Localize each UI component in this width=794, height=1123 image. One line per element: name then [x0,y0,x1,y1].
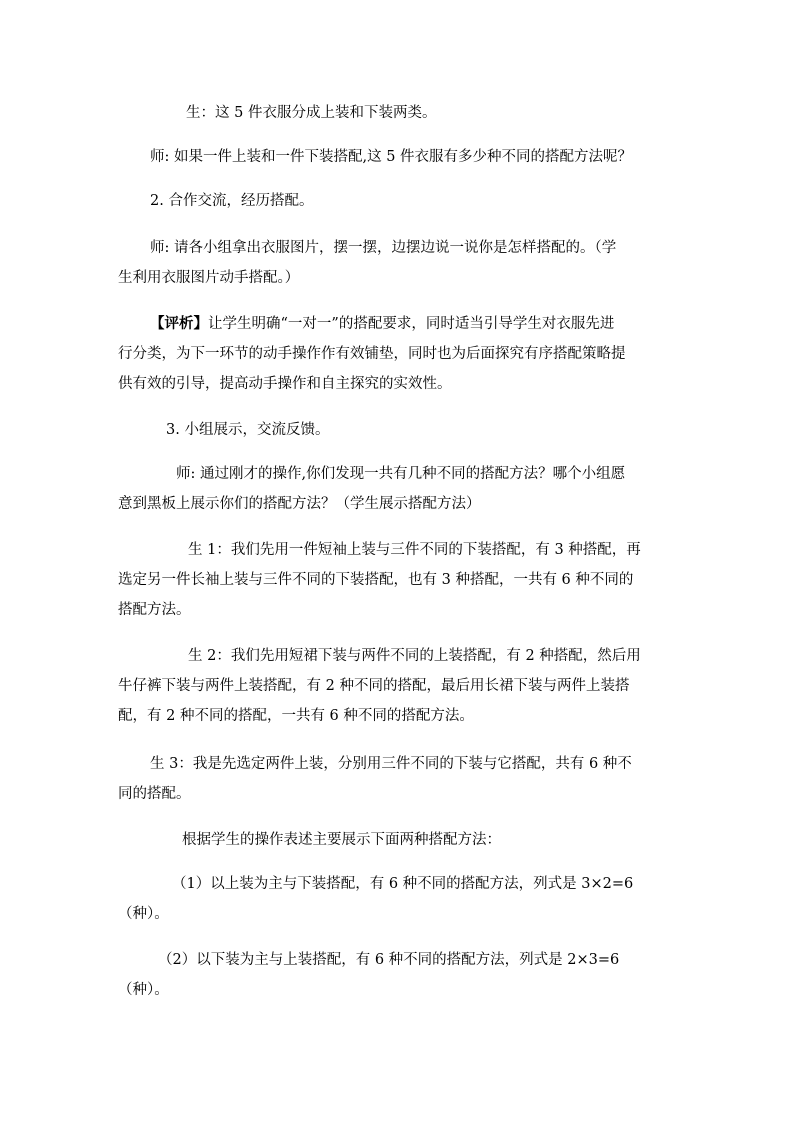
paragraph-student-2 [118,641,674,731]
analysis-text: 让学生明确“一对一”的搭配要求，同时适当引导学生对衣服先进 [208,316,615,332]
text-line: 配，有 2 种不同的搭配，一共有 6 种不同的搭配方法。 [118,708,474,724]
paragraph-summary-intro [118,825,674,855]
paragraph-method-2 [118,945,674,1005]
paragraph-analysis [118,309,674,399]
text-line: 生 3：我是先选定两件上装，分别用三件不同的下装与它搭配，共有 6 种不 [150,756,632,772]
paragraph-student-1 [118,535,674,625]
text-line: 生利用衣服图片动手搭配。） [118,270,300,286]
paragraph-student-answer [118,98,674,128]
paragraph-teacher-instruction [118,233,674,293]
text-line: 3. 小组展示，交流反馈。 [166,422,330,438]
text-line: 搭配方法。 [118,602,191,618]
text-line: 行分类，为下一环节的动手操作作有效铺垫，同时也为后面探究有序搭配策略提 [118,346,626,362]
text-line [118,309,674,339]
text-line: 牛仔裤下装与两件上装搭配，有 2 种不同的搭配，最后用长裙下装与两件上装搭 [118,678,630,694]
paragraph-method-1 [118,869,674,929]
paragraph-teacher-prompt [118,459,674,519]
text-line: 供有效的引导，提高动手操作和自主探究的实效性。 [118,376,452,392]
text-line: 师: 请各小组拿出衣服图片，摆一摆，边摆边说一说你是怎样搭配的。（学 [150,240,617,256]
paragraph-student-3 [118,749,674,809]
text-line: 生：这 5 件衣服分成上装和下装两类。 [186,105,437,121]
text-line: （种）。 [118,906,169,922]
text-line: 根据学生的操作表述主要展示下面两种搭配方法： [182,832,501,848]
paragraph-teacher-question [118,142,674,172]
text-line: 生 2：我们先用短裙下装与两件不同的上装搭配，有 2 种搭配，然后用 [188,648,641,664]
text-line: 师: 如果一件上装和一件下装搭配,这 5 件衣服有多少种不同的搭配方法呢？ [150,149,633,165]
section-heading-3 [118,415,674,445]
text-line: 同的搭配。 [118,786,191,802]
text-line: 生 1：我们先用一件短袖上装与三件不同的下装搭配，有 3 种搭配，再 [188,542,641,558]
text-line: 2. 合作交流，经历搭配。 [150,193,314,209]
text-line: 意到黑板上展示你们的搭配方法？（学生展示搭配方法） [118,496,481,512]
section-heading-2 [118,186,674,216]
text-line: 选定另一件长袖上装与三件不同的下装搭配，也有 3 种搭配，一共有 6 种不同的 [118,572,634,588]
text-line: 师: 通过刚才的操作,你们发现一共有几种不同的搭配方法？哪个小组愿 [176,466,626,482]
analysis-label: 【评析】 [150,315,208,332]
text-line: （种）。 [118,982,169,998]
text-line: （1）以上装为主与下装搭配，有 6 种不同的搭配方法，列式是 3×2=6 [172,876,634,892]
text-line: （2）以下装为主与上装搭配，有 6 种不同的搭配方法，列式是 2×3=6 [158,952,620,968]
